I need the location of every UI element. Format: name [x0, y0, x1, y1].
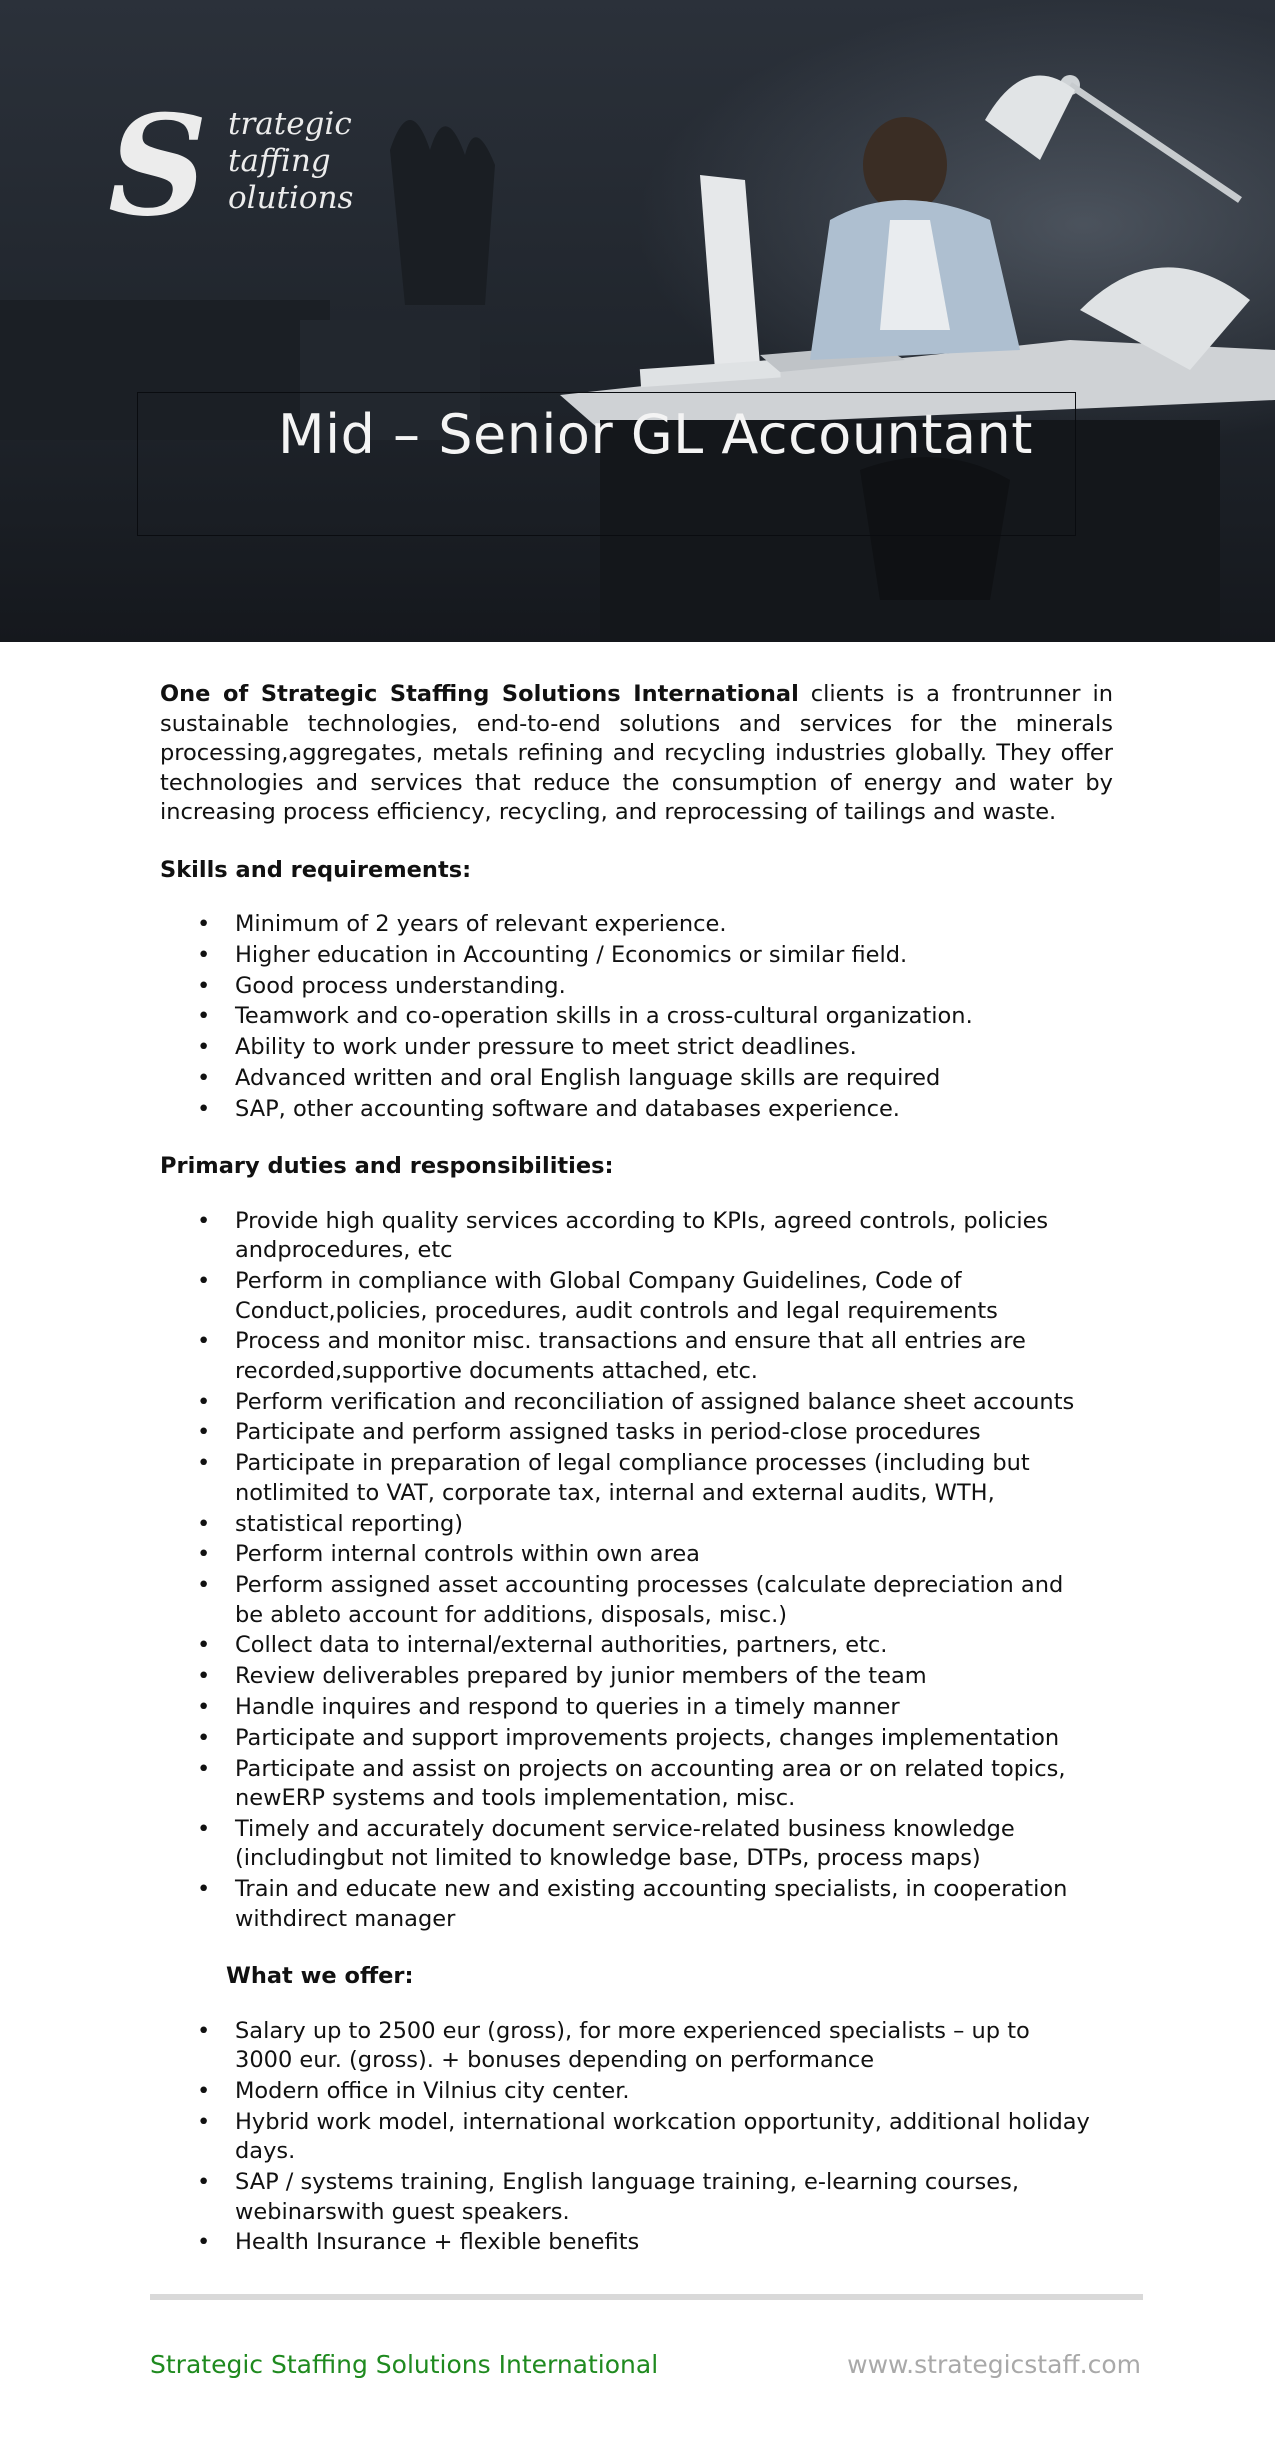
list-item: • Timely and accurately document service-related business knowledge (includingbut not limited to knowledge base, DTPs, process maps)	[235, 1815, 1113, 1874]
offer-list	[160, 2017, 1113, 2258]
title-frame	[137, 392, 1076, 536]
footer-divider	[150, 2294, 1143, 2300]
list-item: • Salary up to 2500 eur (gross), for more experienced specialists – up to 3000 eur. (gross). + bonuses depending on performance	[235, 2017, 1113, 2076]
duties-list	[160, 1207, 1113, 1934]
skills-list	[160, 910, 1113, 1124]
list-item: • Hybrid work model, international workcation opportunity, additional holiday days.	[235, 2108, 1113, 2167]
duties-heading: Primary duties and responsibilities:	[160, 1153, 614, 1180]
list-item: • Good process understanding.	[235, 972, 1113, 1002]
list-item: • Health Insurance + flexible benefits	[235, 2228, 1113, 2258]
skills-heading: Skills and requirements:	[160, 856, 472, 883]
list-item: • Process and monitor misc. transactions and ensure that all entries are recorded,supportive documents attached, etc.	[235, 1327, 1113, 1386]
list-item: • Perform assigned asset accounting processes (calculate depreciation and be ableto account for additions, disposals, misc.)	[235, 1571, 1113, 1630]
list-item: • Perform in compliance with Global Company Guidelines, Code of Conduct,policies, procedures, audit controls and legal requirements	[235, 1267, 1113, 1326]
list-item: • Participate and perform assigned tasks in period-close procedures	[235, 1418, 1113, 1448]
hero-banner	[0, 0, 1275, 642]
company-logo	[108, 84, 354, 247]
list-item: • Higher education in Accounting / Economics or similar field.	[235, 941, 1113, 971]
list-item: • Modern office in Vilnius city center.	[235, 2077, 1113, 2107]
offer-heading: What we offer:	[226, 1963, 414, 1990]
list-item: • SAP / systems training, English language training, e-learning courses, webinarswith guest speakers.	[235, 2168, 1113, 2227]
logo-line-3: olutions	[228, 180, 354, 216]
list-item: • Provide high quality services according to KPIs, agreed controls, policies andprocedures, etc	[235, 1207, 1113, 1266]
list-item: • Perform verification and reconciliation of assigned balance sheet accounts	[235, 1388, 1113, 1418]
list-item: • Advanced written and oral English language skills are required	[235, 1064, 1113, 1094]
list-item: • Participate and assist on projects on accounting area or on related topics, newERP systems and tools implementation, misc.	[235, 1755, 1113, 1814]
logo-line-1: trategic	[228, 106, 352, 142]
logo-line-2: taffing	[228, 143, 331, 179]
list-item: • Handle inquires and respond to queries in a timely manner	[235, 1693, 1113, 1723]
logo-monogram: S	[108, 84, 208, 247]
list-item: • Ability to work under pressure to meet strict deadlines.	[235, 1033, 1113, 1063]
list-item: • Train and educate new and existing accounting specialists, in cooperation withdirect manager	[235, 1875, 1113, 1934]
logo-wordmark	[228, 106, 358, 217]
list-item: • Review deliverables prepared by junior members of the team	[235, 1662, 1113, 1692]
job-description	[160, 680, 1113, 2259]
list-item: • Collect data to internal/external authorities, partners, etc.	[235, 1631, 1113, 1661]
list-item: • Participate and support improvements projects, changes implementation	[235, 1724, 1113, 1754]
intro-paragraph	[160, 680, 1113, 828]
list-item: • Participate in preparation of legal compliance processes (including but notlimited to VAT, corporate tax, internal and external audits, WTH,	[235, 1449, 1113, 1508]
footer-website[interactable]: www.strategicstaff.com	[847, 2350, 1141, 2379]
list-item: • SAP, other accounting software and databases experience.	[235, 1095, 1113, 1125]
list-item: • Perform internal controls within own area	[235, 1540, 1113, 1570]
list-item: • Minimum of 2 years of relevant experience.	[235, 910, 1113, 940]
list-item: • Teamwork and co-operation skills in a cross-cultural organization.	[235, 1002, 1113, 1032]
job-title: Mid – Senior GL Accountant	[278, 403, 1033, 466]
footer-company-name: Strategic Staffing Solutions International	[150, 2350, 659, 2379]
intro-text: clients is a frontrunner in sustainable technologies, end-to-end solutions and services for the minerals processing,aggregates, metals refining and recycling industries globally. They offer technologies and services that reduce the consumption of energy and water by increasing process efficiency, recycling, and reprocessing of tailings and waste.	[160, 681, 1113, 825]
intro-company: One of Strategic Staffing Solutions International	[160, 681, 799, 707]
list-item: • statistical reporting)	[235, 1510, 1113, 1540]
